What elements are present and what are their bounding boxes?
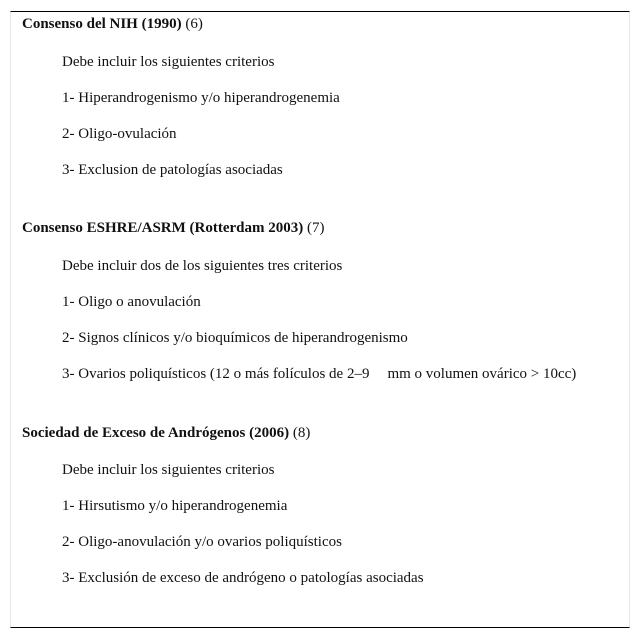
criterion-item-part1: 3- Ovarios poliquísticos (12 o más folículos de 2–9 xyxy=(62,366,370,382)
criterion-item-part2: mm o volumen ovárico > 10cc) xyxy=(387,366,577,382)
criterion-item: 3- Exclusión de exceso de andrógeno o patologías asociadas xyxy=(62,570,424,586)
criteria-intro: Debe incluir los siguientes criterios xyxy=(62,54,275,70)
section-ref: (6) xyxy=(181,16,203,32)
section-title-text: Sociedad de Exceso de Andrógenos (2006) xyxy=(22,425,290,441)
section-ref: (8) xyxy=(289,425,311,441)
criterion-item: 2- Signos clínicos y/o bioquímicos de hiperandrogenismo xyxy=(62,330,408,346)
section-title xyxy=(22,219,325,237)
criterion-item: 2- Oligo-anovulación y/o ovarios poliquísticos xyxy=(62,534,342,550)
criterion-item: 1- Oligo o anovulación xyxy=(62,294,201,310)
criterion-item xyxy=(62,365,576,383)
criterion-item: 1- Hiperandrogenismo y/o hiperandrogenemia xyxy=(62,90,340,106)
section-title xyxy=(22,424,310,442)
section-title-text: Consenso del NIH (1990) xyxy=(22,16,182,32)
criteria-table xyxy=(10,11,630,628)
criterion-item: 3- Exclusion de patologías asociadas xyxy=(62,162,283,178)
criteria-intro: Debe incluir los siguientes criterios xyxy=(62,462,275,478)
criterion-item: 1- Hirsutismo y/o hiperandrogenemia xyxy=(62,498,288,514)
section-ref: (7) xyxy=(303,220,325,236)
section-title-text: Consenso ESHRE/ASRM (Rotterdam 2003) xyxy=(22,220,304,236)
criteria-intro: Debe incluir dos de los siguientes tres criterios xyxy=(62,258,343,274)
criterion-item: 2- Oligo-ovulación xyxy=(62,126,177,142)
section-title xyxy=(22,15,203,33)
